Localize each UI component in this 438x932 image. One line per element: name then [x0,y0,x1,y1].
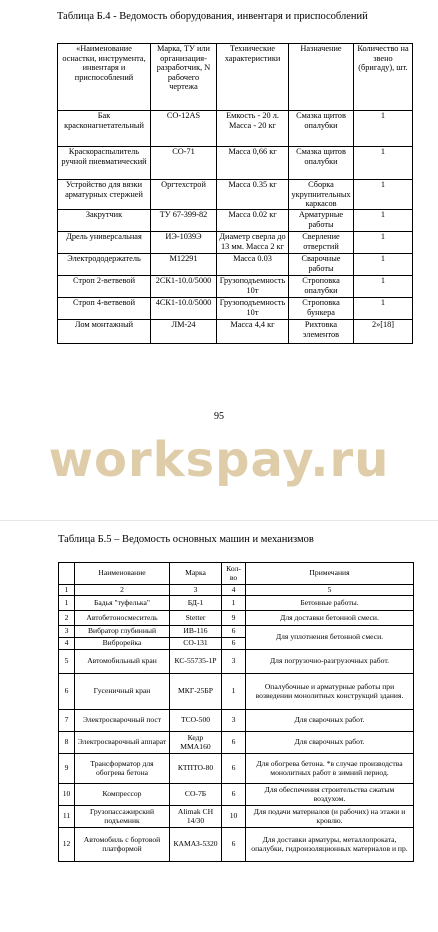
table-row [59,732,414,754]
table-cell: Для обогрева бетона. *в случае производства монолитных работ в зимний период. [246,754,414,784]
table-row [58,254,413,276]
table-row [59,674,414,710]
header-cell: Технические характеристики [217,44,289,111]
table-cell: Stetter [170,611,222,626]
table-cell: 1 [222,596,246,611]
table-row [58,232,413,254]
table-cell: КТПТО-80 [170,754,222,784]
table-row [59,828,414,862]
table-cell: Бадья "туфелька" [75,596,170,611]
table-cell: Для доставки бетонной смеси. [246,611,414,626]
table-cell: 8 [59,732,75,754]
table-cell: 10 [222,806,246,828]
page-number: 95 [214,411,224,422]
table-b5-caption: Таблица Б.5 – Ведомость основных машин и механизмов [58,534,314,545]
table-cell: М12291 [151,254,217,276]
table-cell: 11 [59,806,75,828]
table-cell: 2 [59,611,75,626]
table-cell: 3 [59,626,75,638]
table-cell: 4СК1-10.0/5000 [151,298,217,320]
table-cell: Грузоподъемность 10т [217,298,289,320]
table-cell: Масса 0.03 [217,254,289,276]
table-cell: Строповка бункера [289,298,354,320]
table-cell: Для погрузочно-разгрузочных работ. [246,650,414,674]
machinery-table [58,562,414,862]
table-row [58,147,413,180]
table-row [59,626,414,638]
table-cell: Масса 0.02 кг [217,210,289,232]
table-cell: ЛМ-24 [151,320,217,344]
table-cell: Автобетоносмеситель [75,611,170,626]
table-b4-caption: Таблица Б.4 - Ведомость оборудования, инвентаря и приспособлений [57,11,368,22]
table-row [59,611,414,626]
table-cell: Для уплотнения бетонной смеси. [246,626,414,650]
table-row [58,276,413,298]
table-row [59,806,414,828]
equipment-table [57,43,413,344]
watermark-logo: workspay.ru [48,432,390,488]
table-cell: 1 [354,147,413,180]
table-cell: Для доставки арматуры, металлопроката, опалубки, гидроизоляционных материалов и пр. [246,828,414,862]
table-header-row [58,44,413,111]
table-row [59,596,414,611]
table-cell: Емкость - 20 л. Масса - 20 кг [217,111,289,147]
table-cell: Для сварочных работ. [246,732,414,754]
table-row [58,180,413,210]
table-cell: Автомобильный кран [75,650,170,674]
table-cell: Alimak СН 14/30 [170,806,222,828]
table-cell: Электросварочный пост [75,710,170,732]
table-cell: Масса 0.35 кг [217,180,289,210]
table-cell: Оргтехстрой [151,180,217,210]
table-cell: СО-12АS [151,111,217,147]
table-cell: 1 [354,232,413,254]
table-cell: Для подачи материалов (и рабочих) на этажи и кровлю. [246,806,414,828]
table-cell: 6 [222,754,246,784]
table-cell: Грузопассажирский подъемник [75,806,170,828]
table-cell: Строп 4-ветвевой [58,298,151,320]
table-row [58,298,413,320]
table-cell: 1 [354,254,413,276]
table-cell: 3 [222,650,246,674]
table-cell: Арматурные работы [289,210,354,232]
table-row [58,320,413,344]
table-cell: 6 [222,828,246,862]
table-cell: 6 [222,784,246,806]
table-row [59,784,414,806]
header-cell: Примечания [246,563,414,585]
table-row [58,111,413,147]
table-cell: 2СК1-10.0/5000 [151,276,217,298]
table-cell: 2 [75,585,170,596]
header-cell: Наименование [75,563,170,585]
table-cell: Закрутчик [58,210,151,232]
table-cell: Трансформатор для обогрева бетона [75,754,170,784]
table-cell: 1 [354,111,413,147]
table-cell: Строп 2-ветвевой [58,276,151,298]
header-cell [59,563,75,585]
table-cell: ТУ 67-399-82 [151,210,217,232]
table-cell: ТСО-500 [170,710,222,732]
table-cell: 9 [222,611,246,626]
table-cell: 1 [59,596,75,611]
table-cell: Электрододержатель [58,254,151,276]
table-cell: 1 [354,298,413,320]
table-cell: Сверление отверстий [289,232,354,254]
page-divider [0,520,438,521]
table-cell: Грузоподъемность 10т [217,276,289,298]
column-number-row [59,585,414,596]
table-cell: 9 [59,754,75,784]
table-cell: СО-7Б [170,784,222,806]
table-header-row [59,563,414,585]
header-cell: Количество на звено (бригаду), шт. [354,44,413,111]
table-cell: 1 [59,585,75,596]
table-cell: 10 [59,784,75,806]
header-cell: Марка, ТУ или организация-разработчик, N рабочего чертежа [151,44,217,111]
table-cell: 1 [354,180,413,210]
table-cell: Рихтовка элементов [289,320,354,344]
table-cell: Сборка укрупнительных каркасов [289,180,354,210]
table-cell: Лом монтажный [58,320,151,344]
table-cell: 4 [59,638,75,650]
table-cell: Автомобиль с бортовой платформой [75,828,170,862]
table-row [59,710,414,732]
table-cell: 2»[18] [354,320,413,344]
table-cell: ИЭ-1039Э [151,232,217,254]
table-cell: 5 [246,585,414,596]
table-cell: 1 [222,674,246,710]
table-cell: КАМАЗ-5320 [170,828,222,862]
table-cell: Устройство для вязки арматурных стержней [58,180,151,210]
table-row [59,650,414,674]
table-cell: 6 [59,674,75,710]
table-cell: ИВ-116 [170,626,222,638]
table-cell: Масса 4,4 кг [217,320,289,344]
table-cell: Для сварочных работ. [246,710,414,732]
table-cell: Виброрейка [75,638,170,650]
header-cell: Назначение [289,44,354,111]
table-cell: Сварочные работы [289,254,354,276]
table-cell: СО-71 [151,147,217,180]
table-cell: 12 [59,828,75,862]
table-cell: Краскораспылитель ручной пневматический [58,147,151,180]
table-cell: 6 [222,732,246,754]
table-cell: 5 [59,650,75,674]
table-row [59,754,414,784]
header-cell: Марка [170,563,222,585]
table-cell: Опалубочные и арматурные работы при возведении монолитных конструкций здания. [246,674,414,710]
table-cell: Бак красконагнетательный [58,111,151,147]
table-cell: Электросварочный аппарат [75,732,170,754]
table-cell: КС-55735-1Р [170,650,222,674]
table-cell: 3 [222,710,246,732]
table-cell: 6 [222,626,246,638]
table-cell: Масса 0,66 кг [217,147,289,180]
table-cell: Кедр ММА160 [170,732,222,754]
table-cell: 7 [59,710,75,732]
table-cell: СО-131 [170,638,222,650]
table-cell: Компрессор [75,784,170,806]
table-row [58,210,413,232]
table-cell: Гусеничный кран [75,674,170,710]
table-cell: Строповка опалубки [289,276,354,298]
table-cell: Диаметр сверла до 13 мм. Масса 2 кг [217,232,289,254]
table-cell: 1 [354,210,413,232]
header-cell: «Наименование оснастки, инструмента, инвентаря и приспособлений [58,44,151,111]
table-cell: Дрель универсальная [58,232,151,254]
table-cell: 1 [354,276,413,298]
table-cell: 6 [222,638,246,650]
table-cell: 4 [222,585,246,596]
table-cell: БД-1 [170,596,222,611]
table-cell: Для обеспечения строительства сжатым воздухом. [246,784,414,806]
table-cell: Смазка щитов опалубки [289,147,354,180]
table-cell: Бетонные работы. [246,596,414,611]
header-cell: Кол-во [222,563,246,585]
table-cell: МКГ-25БР [170,674,222,710]
table-cell: Смазка щитов опалубки [289,111,354,147]
table-cell: Вибратор глубинный [75,626,170,638]
table-cell: 3 [170,585,222,596]
